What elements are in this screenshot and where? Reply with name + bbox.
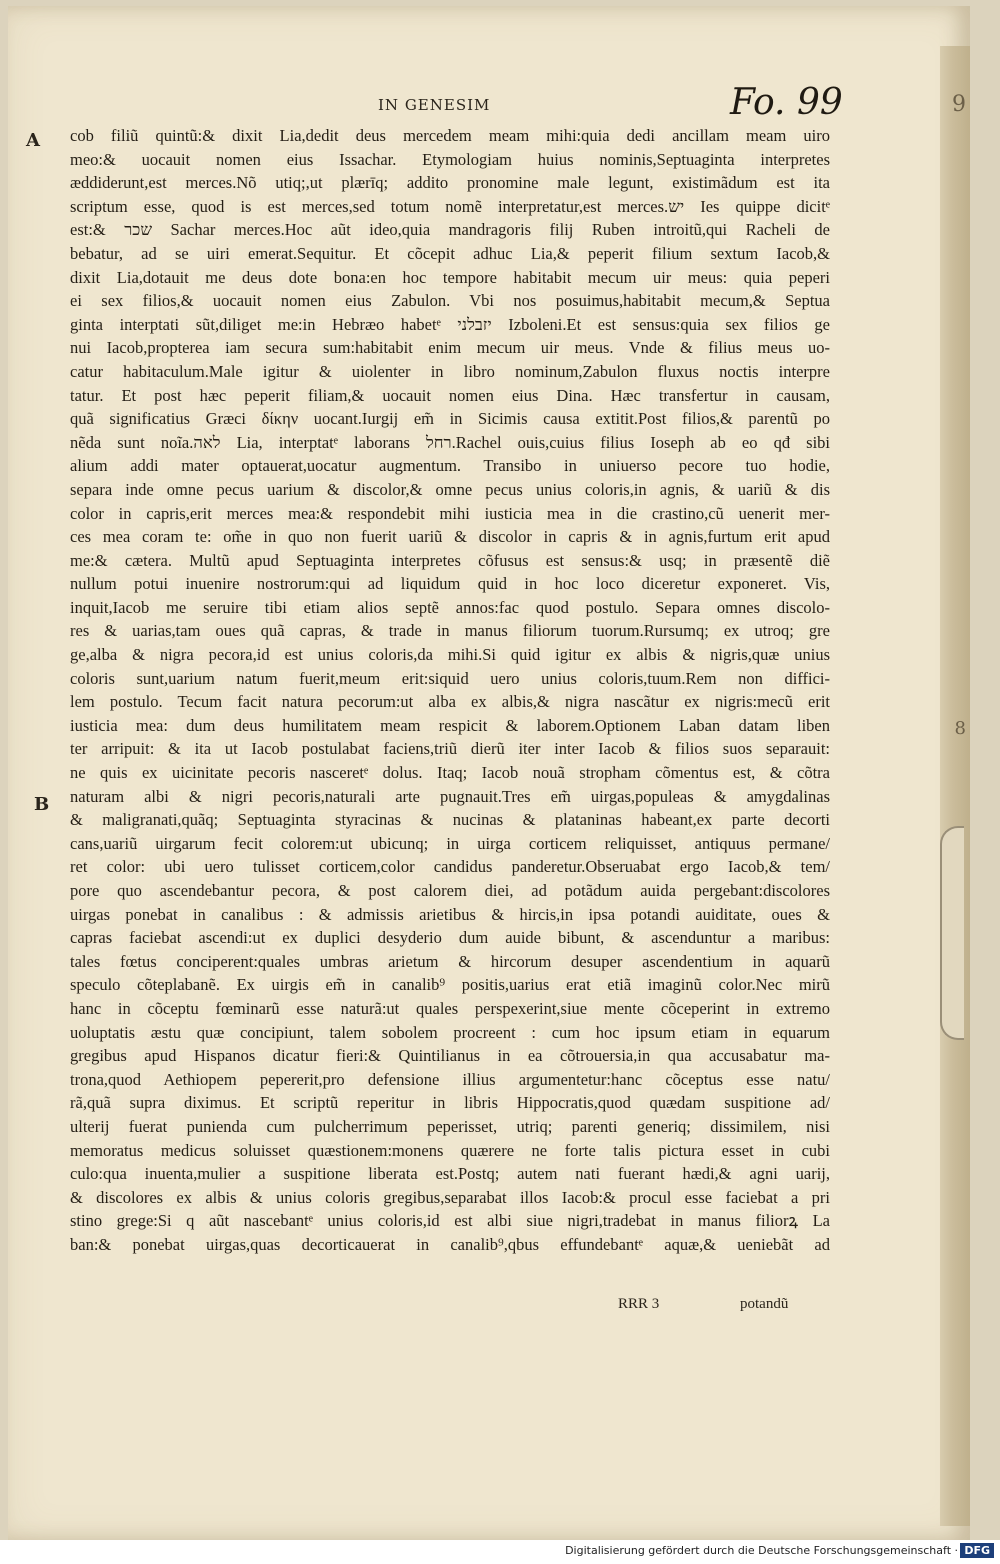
text-line: capras faciebat ascendi:ut ex duplici desyderio dum auide bibunt, & ascenduntur a maribus: bbox=[70, 928, 830, 948]
text-line: nullum potui inuenire nostrorum:qui ad liquidum quid in hoc loco diceretur exponeret. Vis, bbox=[70, 574, 830, 594]
text-line: nẽda sunt noĩa.לאה Lia, interptatᵉ laborans רחל.Rachel ouis,cuius filius Ioseph ab eo qđ sibi bbox=[70, 432, 830, 452]
text-line: alium addi mater optauerat,uocatur augmentum. Transibo in uniuerso pecore tuo hodie, bbox=[70, 456, 830, 476]
text-line: est:& שכר Sachar merces.Hoc aũt ideo,quia mandragoris filij Ruben introitũ,qui Racheli de bbox=[70, 220, 830, 240]
text-line: ulterij fuerat punienda cum pulcherrimum peperisset, utriq; parenti generiq; dissimilem, nisi bbox=[70, 1116, 830, 1136]
text-line: catur habitaculum.Male igitur & uiolenter in libro nominum,Zabulon fluxus noctis interpre bbox=[70, 361, 830, 381]
text-line: tatur. Et post hæc peperit filiam,& uocauit nomen eius Dina. Hæc transfertur in causam, bbox=[70, 385, 830, 405]
text-line: nui Iacob,propterea iam secura sum:habitabit enim mecum uir meus. Vnde & filius meus uo- bbox=[70, 338, 830, 358]
text-line: tales fœtus conciperent:quales umbras arietum & hircorum desuper ascendentium in aquarũ bbox=[70, 951, 830, 971]
text-line: me:& cætera. Multũ apud Septuaginta interpretes cõfusus est sensus:& usq; in præsentẽ diẽ bbox=[70, 550, 830, 570]
text-line: ter arripuit: & ita ut Iacob postulabat faciens,triũ dierũ iter inter Iacob & filios suos separauit: bbox=[70, 739, 830, 759]
edge-mark-top: 9 bbox=[952, 92, 966, 117]
text-line: memoratus medicus soluisset quæstionem:monens quærere ne forte talis pictura esset in cubi bbox=[70, 1140, 830, 1160]
text-line: gregibus apud Hispanos dicatur fieri:& Quintilianus in ea cõtrouersia,in qua accusabatur ma- bbox=[70, 1046, 830, 1066]
text-line: coloris sunt,uarium natum fuerit,meum erit:siquid uero unius coloris,tuum.Rem non diffici- bbox=[70, 668, 830, 688]
text-line: ne quis ex uicinitate pecoris nasceretᵉ dolus. Itaq; Iacob nouã stropham cõmentus est, & cõtra bbox=[70, 763, 830, 783]
catchword: potandũ bbox=[740, 1296, 789, 1312]
text-line: res & uarias,tam oues quã capras, & trade in manus filiorum tuorum.Rursumq; ex utroq; gre bbox=[70, 621, 830, 641]
text-line: dixit Lia,dotauit me deus dote bona:en hoc tempore habitabit mecum uir meus: quia peperi bbox=[70, 267, 830, 287]
text-line: uirgas ponebat in canalibus : & admissis arietibus & hircis,in ipsa potandi auiditate, oues & bbox=[70, 904, 830, 924]
text-line: rã,quã supra diximus. Et scriptũ reperitur in libris Hippocratis,quod quædam suspitione ad/ bbox=[70, 1093, 830, 1113]
text-line: & maligranati,quãq; Septuaginta styracinas & nucinas & plataninas habeant,ex parte decorti bbox=[70, 810, 830, 830]
page-edge-tab bbox=[940, 826, 964, 1040]
text-line: ginta interptati sũt,diliget me:in Hebræo habetᵉ יזבלני Izboleni.Et est sensus:quia sex filios ge bbox=[70, 314, 830, 334]
text-line: & discolores ex albis & unius coloris gregibus,separabat illos Iacob:& procul esse faciebat a pri bbox=[70, 1187, 830, 1207]
text-line: ge,alba & nigra pecora,id est unius coloris,da mihi.Si quid igitur ex albis & nigris,quæ unius bbox=[70, 645, 830, 665]
margin-letter-a: A bbox=[26, 130, 40, 151]
text-line: cob filiũ quintũ:& dixit Lia,dedit deus mercedem meam mihi:quia dedi ancillam meam uiro bbox=[70, 126, 830, 145]
text-line: lem postulo. Tecum facit natura pecorum:ut alba ex albis,& nigra nascãtur ex nigris:mecũ erit bbox=[70, 692, 830, 712]
text-line: color in capris,erit merces mea:& respondebit mihi iusticia mea in die crastino,cũ uenerit mer- bbox=[70, 503, 830, 523]
text-line: uoluptatis æstu quæ concipiunt, talem sobolem procreent : cum hoc ipsum etiam in equarum bbox=[70, 1022, 830, 1042]
body-text bbox=[70, 124, 830, 1257]
running-head: IN GENESIM bbox=[378, 96, 491, 114]
page-edge bbox=[940, 46, 970, 1526]
text-line: iusticia mea: dum deus humilitatem meam respicit & laborem.Optionem Laban datam liben bbox=[70, 715, 830, 735]
text-line: trona,quod Aethiopem pepererit,pro defensione illius argumentetur:hanc cõceptus esse natu/ bbox=[70, 1069, 830, 1089]
text-line: æddiderunt,est merces.Nõ utiq;,ut plærīq; addito pronomine male legunt, existimãdum est ita bbox=[70, 173, 830, 193]
text-line: ban:& ponebat uirgas,quas decorticauerat in canalib⁹,qbus effundebantᵉ aquæ,& ueniebãt ad bbox=[70, 1234, 830, 1254]
text-line: cans,uariũ uirgarum fecit colorem:ut ubicunq; in uirga corticem reliquisset, antiquus permane/ bbox=[70, 833, 830, 853]
text-line: culo:qua inuenta,mulier a suspitione liberata est.Postq; autem nati fuerant hædi,& agni uarij, bbox=[70, 1164, 830, 1184]
text-line: scriptum esse, quod is est merces,sed totum nomẽ interpretatur,est merces.יש Ies quippe dicitᵉ bbox=[70, 196, 830, 216]
text-line: ei sex filios,& uocauit nomen eius Zabulon. Vbi nos posuimus,habitabit mecum,& Septua bbox=[70, 291, 830, 311]
text-line: naturam albi & nigri pecoris,naturali arte pugnauit.Tres em̃ uirgas,populeas & amygdalinas bbox=[70, 786, 830, 806]
text-line: separa inde omne pecus uarium & discolor,& omne pecus unius coloris,in agnis, & uariũ & dis bbox=[70, 479, 830, 499]
text-line: ces mea coram te: om̃e in quo non fuerit uariũ & discolor in capris & in agnis,furtum erit apud bbox=[70, 527, 830, 547]
text-line: pore quo ascendebantur pecora, & post calorem diei, ad potãdum auida pergebant:discolores bbox=[70, 881, 830, 900]
text-line: quã significatius Græci δίκην uocant.Iurgij em̃ in Sicimis causa extitit.Post filios,& parentũ po bbox=[70, 409, 830, 429]
credit-text: Digitalisierung gefördert durch die Deutsche Forschungsgemeinschaft · bbox=[565, 1544, 958, 1557]
edge-mark-middle: 8 bbox=[954, 718, 966, 739]
text-line: hanc in cõceptu fœminarũ esse naturã:ut quales perspexerint,siue mente cõceperint in extremo bbox=[70, 998, 830, 1018]
credit-bar bbox=[0, 1540, 1000, 1564]
text-line: bebatur, ad se uiri emerat.Sequitur. Et cõcepit adhuc Lia,& peperit filium sextum Iacob,& bbox=[70, 243, 830, 263]
text-line: speculo cõteplabanẽ. Ex uirgis em̃ in canalib⁹ positis,uarius erat etiã imaginũ color.Nec mirũ bbox=[70, 975, 830, 995]
text-line: ret color: ubi uero tulisset corticem,color candidus panderetur.Obseruabat ergo Iacob,& tem/ bbox=[70, 857, 830, 877]
folio-number: Fo. 99 bbox=[730, 82, 843, 123]
signature-mark: RRR 3 bbox=[618, 1296, 660, 1312]
text-line: meo:& uocauit nomen eius Issachar. Etymologiam huius nominis,Septuaginta interpretes bbox=[70, 149, 830, 169]
text-line: stino grege:Si q aũt nascebantᵉ unius coloris,id est albi siue nigri,tradebat in manus filiorꝝ La bbox=[70, 1211, 830, 1231]
text-line: inquit,Iacob me seruire tibi etiam alios septẽ annos:fac quod postulo. Separa omnes discolo- bbox=[70, 597, 830, 617]
dfg-logo: DFG bbox=[960, 1543, 994, 1558]
margin-letter-b: B bbox=[34, 794, 50, 815]
